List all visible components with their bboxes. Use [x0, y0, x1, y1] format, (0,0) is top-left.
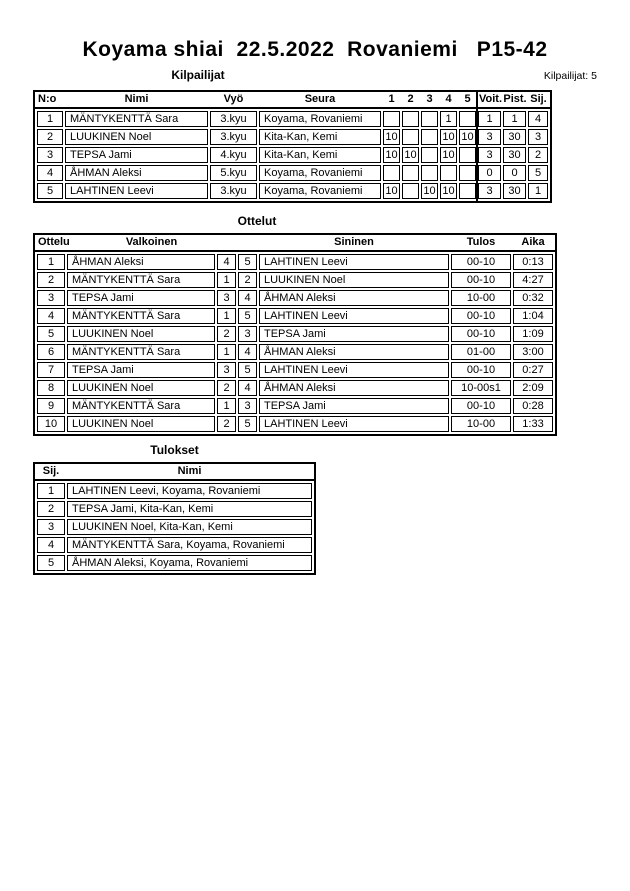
- column-header-result: Tulos: [466, 236, 496, 248]
- cell-time: 0:28: [513, 398, 553, 414]
- matches-table-header: [35, 235, 555, 252]
- table-row: [37, 326, 553, 342]
- cell-no: 4: [37, 165, 63, 181]
- column-header-club: Seura: [304, 93, 336, 105]
- cell-no: 2: [37, 272, 65, 288]
- cell-bnum: 3: [238, 398, 257, 414]
- table-row: [37, 254, 553, 270]
- table-row: [37, 537, 312, 553]
- cell-place: 1: [528, 183, 548, 199]
- cell-time: 3:00: [513, 344, 553, 360]
- cell-white: MÄNTYKENTTÄ Sara: [67, 344, 215, 360]
- column-header-points: Pist.: [503, 93, 527, 105]
- score-group-divider: [476, 92, 478, 201]
- cell-time: 0:13: [513, 254, 553, 270]
- cell-wins: 3: [478, 129, 501, 145]
- cell-bnum: 4: [238, 380, 257, 396]
- cell-belt: 4.kyu: [210, 147, 257, 163]
- cell-white: MÄNTYKENTTÄ Sara: [67, 398, 215, 414]
- results-section-title: Tulokset: [150, 443, 199, 457]
- cell-bnum: 5: [238, 362, 257, 378]
- cell-result: 00-10: [451, 254, 511, 270]
- column-header-round-4: 4: [445, 93, 452, 105]
- table-row: [37, 362, 553, 378]
- column-header-wins: Voit.: [478, 93, 502, 105]
- cell-name: ÅHMAN Aleksi: [65, 165, 208, 181]
- cell-scores-4: [459, 165, 476, 181]
- cell-blue: TEPSA Jami: [259, 398, 449, 414]
- cell-white: LUUKINEN Noel: [67, 326, 215, 342]
- cell-no: 10: [37, 416, 65, 432]
- cell-scores-3: 10: [440, 147, 457, 163]
- table-row: [37, 519, 312, 535]
- column-header-name: Nimi: [177, 465, 202, 477]
- cell-scores-0: 10: [383, 183, 400, 199]
- column-header-round-1: 1: [388, 93, 395, 105]
- matches-table-grid: [35, 252, 555, 434]
- cell-time: 1:04: [513, 308, 553, 324]
- cell-blue: LAHTINEN Leevi: [259, 416, 449, 432]
- results-table-grid: [35, 481, 314, 573]
- column-header-round-2: 2: [407, 93, 414, 105]
- cell-place: 5: [37, 555, 65, 571]
- cell-wnum: 2: [217, 326, 236, 342]
- cell-wnum: 1: [217, 398, 236, 414]
- cell-wins: 1: [478, 111, 501, 127]
- cell-scores-2: 10: [421, 183, 438, 199]
- cell-club: Koyama, Rovaniemi: [259, 165, 381, 181]
- cell-belt: 3.kyu: [210, 183, 257, 199]
- cell-bnum: 3: [238, 326, 257, 342]
- cell-club: Koyama, Rovaniemi: [259, 111, 381, 127]
- table-row: [37, 380, 553, 396]
- cell-scores-4: [459, 147, 476, 163]
- cell-place: 1: [37, 483, 65, 499]
- cell-white: LUUKINEN Noel: [67, 380, 215, 396]
- cell-points: 0: [503, 165, 526, 181]
- table-row: [37, 129, 548, 145]
- cell-belt: 3.kyu: [210, 129, 257, 145]
- cell-wnum: 3: [217, 290, 236, 306]
- table-row: [37, 501, 312, 517]
- cell-scores-1: [402, 183, 419, 199]
- table-row: [37, 555, 312, 571]
- cell-result: 01-00: [451, 344, 511, 360]
- cell-wins: 3: [478, 183, 501, 199]
- cell-scores-0: [383, 111, 400, 127]
- cell-white: MÄNTYKENTTÄ Sara: [67, 272, 215, 288]
- competitors-table-grid: [35, 109, 550, 201]
- cell-time: 1:09: [513, 326, 553, 342]
- cell-no: 2: [37, 129, 63, 145]
- cell-blue: LAHTINEN Leevi: [259, 254, 449, 270]
- column-header-belt: Vyö: [223, 93, 244, 105]
- cell-no: 5: [37, 183, 63, 199]
- table-row: [37, 272, 553, 288]
- cell-white: LUUKINEN Noel: [67, 416, 215, 432]
- table-row: [37, 290, 553, 306]
- cell-wnum: 2: [217, 380, 236, 396]
- cell-bnum: 5: [238, 308, 257, 324]
- column-header-white: Valkoinen: [125, 236, 178, 248]
- cell-club: Kita-Kan, Kemi: [259, 147, 381, 163]
- cell-bnum: 4: [238, 290, 257, 306]
- matches-section-title: Ottelut: [237, 214, 277, 228]
- table-row: [37, 147, 548, 163]
- competitors-table: [33, 90, 552, 203]
- cell-wnum: 3: [217, 362, 236, 378]
- cell-result: 10-00s1: [451, 380, 511, 396]
- cell-blue: LAHTINEN Leevi: [259, 362, 449, 378]
- cell-scores-4: [459, 111, 476, 127]
- cell-blue: LUUKINEN Noel: [259, 272, 449, 288]
- cell-time: 4:27: [513, 272, 553, 288]
- cell-scores-1: [402, 129, 419, 145]
- table-row: [37, 483, 312, 499]
- cell-blue: ÅHMAN Aleksi: [259, 380, 449, 396]
- cell-place: 2: [528, 147, 548, 163]
- cell-scores-0: [383, 165, 400, 181]
- cell-scores-0: 10: [383, 147, 400, 163]
- cell-scores-4: [459, 183, 476, 199]
- cell-blue: LAHTINEN Leevi: [259, 308, 449, 324]
- cell-no: 9: [37, 398, 65, 414]
- table-row: [37, 416, 553, 432]
- table-row: [37, 344, 553, 360]
- cell-wnum: 1: [217, 344, 236, 360]
- cell-name: LAHTINEN Leevi, Koyama, Rovaniemi: [67, 483, 312, 499]
- cell-no: 4: [37, 308, 65, 324]
- column-header-time: Aika: [521, 236, 545, 248]
- cell-points: 30: [503, 129, 526, 145]
- column-header-name: Nimi: [124, 93, 149, 105]
- cell-place: 5: [528, 165, 548, 181]
- cell-scores-2: [421, 165, 438, 181]
- cell-no: 8: [37, 380, 65, 396]
- cell-place: 3: [37, 519, 65, 535]
- cell-wnum: 1: [217, 272, 236, 288]
- cell-no: 7: [37, 362, 65, 378]
- cell-scores-2: [421, 111, 438, 127]
- cell-name: TEPSA Jami, Kita-Kan, Kemi: [67, 501, 312, 517]
- cell-scores-3: [440, 165, 457, 181]
- column-header-place: Sij.: [530, 93, 547, 105]
- cell-name: LUUKINEN Noel, Kita-Kan, Kemi: [67, 519, 312, 535]
- cell-bnum: 5: [238, 416, 257, 432]
- cell-place: 2: [37, 501, 65, 517]
- column-header-round-5: 5: [464, 93, 471, 105]
- table-row: [37, 183, 548, 199]
- cell-wnum: 1: [217, 308, 236, 324]
- cell-result: 10-00: [451, 416, 511, 432]
- matches-table: [33, 233, 557, 436]
- cell-scores-1: [402, 111, 419, 127]
- cell-blue: TEPSA Jami: [259, 326, 449, 342]
- cell-no: 6: [37, 344, 65, 360]
- cell-belt: 3.kyu: [210, 111, 257, 127]
- cell-no: 1: [37, 254, 65, 270]
- cell-blue: ÅHMAN Aleksi: [259, 290, 449, 306]
- cell-wnum: 4: [217, 254, 236, 270]
- competitors-count-label: Kilpailijat: 5: [543, 70, 597, 82]
- cell-bnum: 5: [238, 254, 257, 270]
- cell-bnum: 2: [238, 272, 257, 288]
- cell-points: 1: [503, 111, 526, 127]
- cell-place: 4: [37, 537, 65, 553]
- cell-points: 30: [503, 147, 526, 163]
- competitors-section-title: Kilpailijat: [171, 68, 225, 82]
- cell-time: 0:32: [513, 290, 553, 306]
- cell-name: ÅHMAN Aleksi, Koyama, Rovaniemi: [67, 555, 312, 571]
- column-header-no: N:o: [38, 93, 57, 105]
- cell-name: LUUKINEN Noel: [65, 129, 208, 145]
- competitors-table-header: [35, 92, 550, 109]
- cell-white: MÄNTYKENTTÄ Sara: [67, 308, 215, 324]
- cell-white: TEPSA Jami: [67, 290, 215, 306]
- cell-wins: 3: [478, 147, 501, 163]
- cell-result: 00-10: [451, 362, 511, 378]
- cell-scores-4: 10: [459, 129, 476, 145]
- cell-bnum: 4: [238, 344, 257, 360]
- cell-scores-2: [421, 147, 438, 163]
- cell-white: TEPSA Jami: [67, 362, 215, 378]
- cell-no: 1: [37, 111, 63, 127]
- cell-blue: ÅHMAN Aleksi: [259, 344, 449, 360]
- cell-result: 00-10: [451, 326, 511, 342]
- cell-result: 00-10: [451, 272, 511, 288]
- cell-name: MÄNTYKENTTÄ Sara: [65, 111, 208, 127]
- cell-points: 30: [503, 183, 526, 199]
- cell-time: 1:33: [513, 416, 553, 432]
- cell-name: LAHTINEN Leevi: [65, 183, 208, 199]
- cell-place: 4: [528, 111, 548, 127]
- cell-scores-1: [402, 165, 419, 181]
- cell-belt: 5.kyu: [210, 165, 257, 181]
- results-table-header: [35, 464, 314, 481]
- cell-no: 3: [37, 290, 65, 306]
- cell-club: Kita-Kan, Kemi: [259, 129, 381, 145]
- column-header-round-3: 3: [426, 93, 433, 105]
- column-header-place: Sij.: [42, 465, 60, 477]
- table-row: [37, 398, 553, 414]
- cell-wnum: 2: [217, 416, 236, 432]
- cell-club: Koyama, Rovaniemi: [259, 183, 381, 199]
- cell-no: 3: [37, 147, 63, 163]
- cell-result: 00-10: [451, 398, 511, 414]
- cell-time: 2:09: [513, 380, 553, 396]
- table-row: [37, 308, 553, 324]
- cell-result: 00-10: [451, 308, 511, 324]
- cell-wins: 0: [478, 165, 501, 181]
- column-header-blue: Sininen: [334, 236, 374, 248]
- cell-time: 0:27: [513, 362, 553, 378]
- cell-scores-3: 10: [440, 183, 457, 199]
- cell-scores-2: [421, 129, 438, 145]
- cell-place: 3: [528, 129, 548, 145]
- cell-result: 10-00: [451, 290, 511, 306]
- cell-name: MÄNTYKENTTÄ Sara, Koyama, Rovaniemi: [67, 537, 312, 553]
- cell-scores-3: 10: [440, 129, 457, 145]
- cell-no: 5: [37, 326, 65, 342]
- cell-scores-0: 10: [383, 129, 400, 145]
- cell-scores-3: 1: [440, 111, 457, 127]
- cell-scores-1: 10: [402, 147, 419, 163]
- results-table: [33, 462, 316, 575]
- table-row: [37, 165, 548, 181]
- page-title: Koyama shiai 22.5.2022 Rovaniemi P15-42: [82, 38, 548, 61]
- table-row: [37, 111, 548, 127]
- cell-name: TEPSA Jami: [65, 147, 208, 163]
- column-header-match: Ottelu: [38, 236, 70, 248]
- cell-white: ÅHMAN Aleksi: [67, 254, 215, 270]
